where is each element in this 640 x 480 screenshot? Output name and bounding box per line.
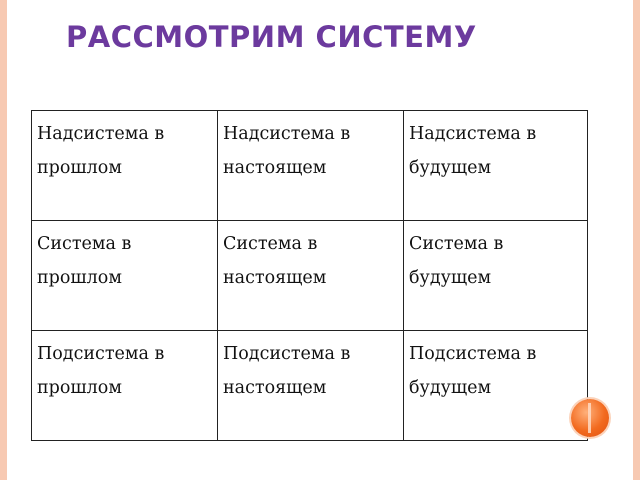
slide-title: РАССМОТРИМ СИСТЕМУ [66,20,477,54]
table-row [32,111,588,221]
table-cell: Надсистема в прошлом [32,111,218,221]
table-cell: Система в настоящем [218,221,404,331]
table-cell: Система в прошлом [32,221,218,331]
table-cell: Подсистема в будущем [404,331,588,441]
decorative-border-left [0,0,7,480]
table-cell: Подсистема в настоящем [218,331,404,441]
decorative-orb-icon [571,399,609,437]
decorative-border-right [633,0,640,480]
table-cell: Подсистема в прошлом [32,331,218,441]
table-cell: Надсистема в настоящем [218,111,404,221]
table-cell: Система в будущем [404,221,588,331]
table-row [32,221,588,331]
table-row [32,331,588,441]
table-cell: Надсистема в будущем [404,111,588,221]
system-matrix-table [31,110,588,441]
